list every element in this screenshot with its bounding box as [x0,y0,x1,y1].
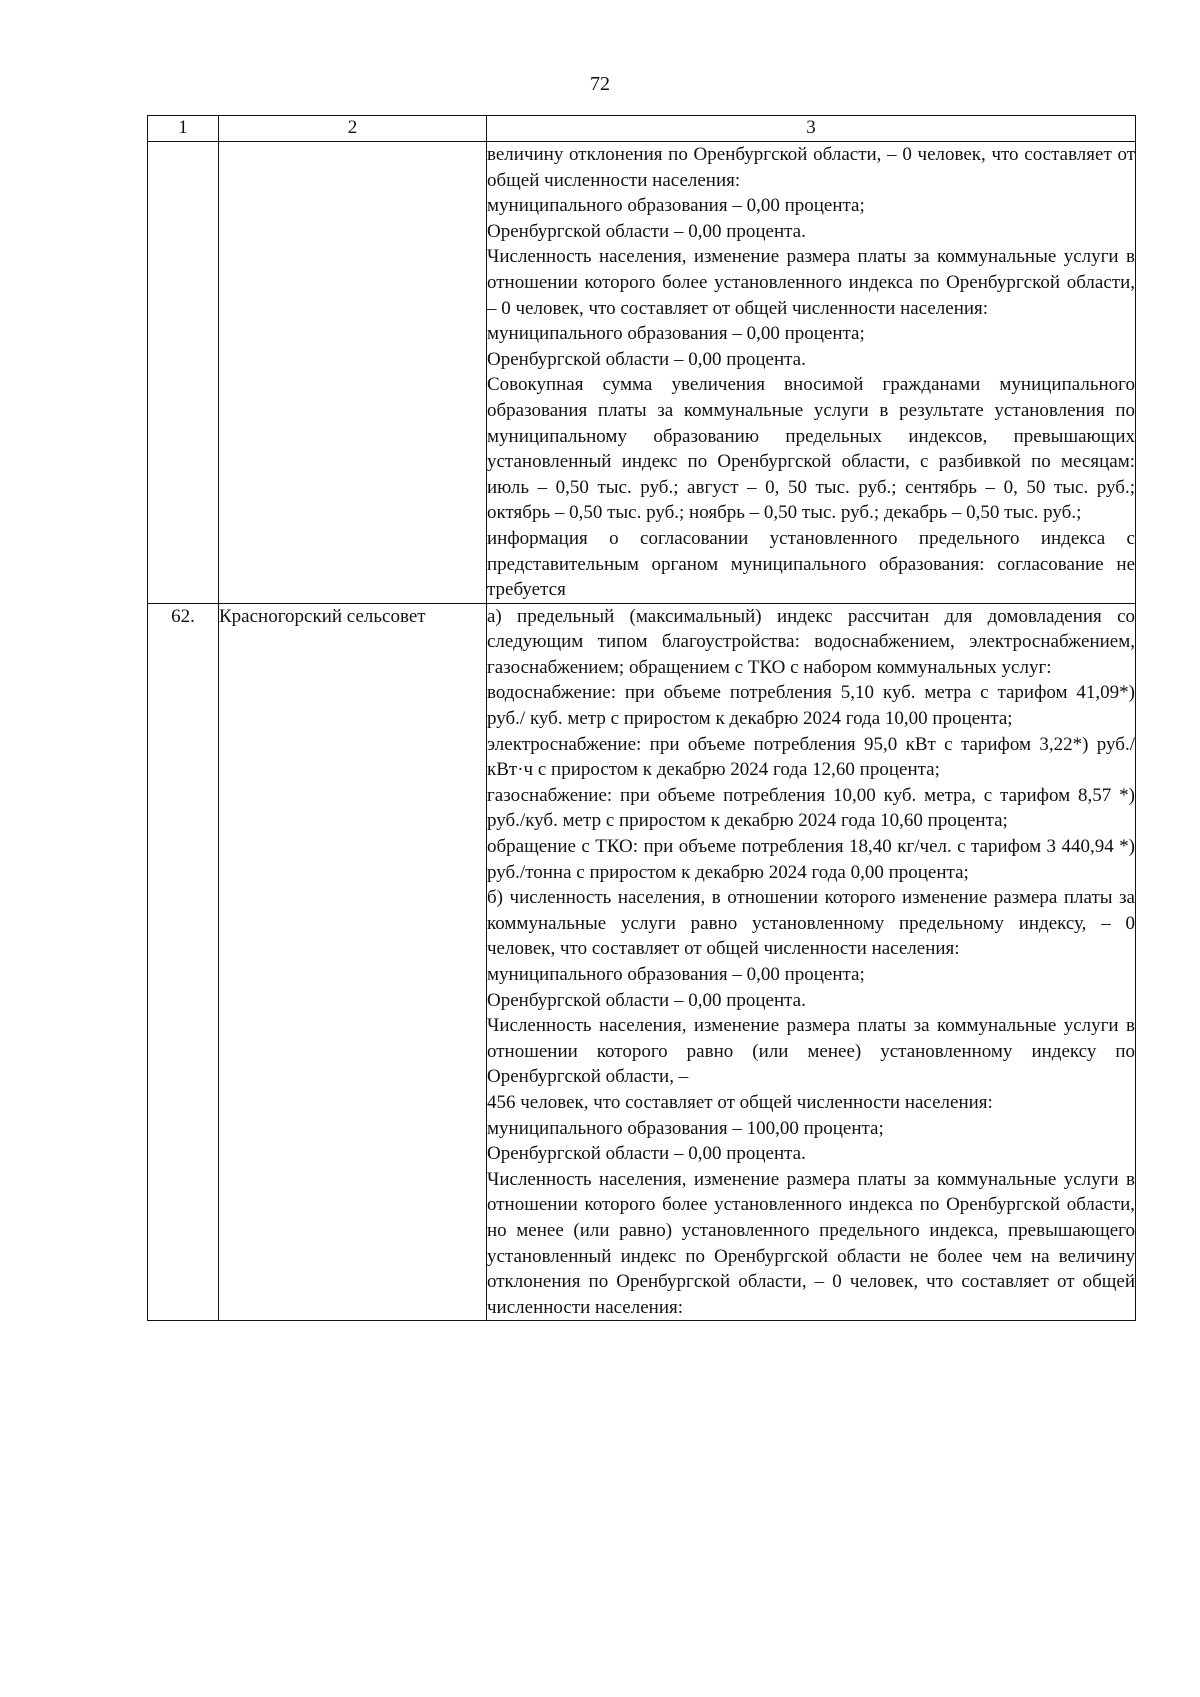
content-paragraph: муниципального образования – 100,00 процента; [487,1117,884,1139]
content-paragraph: Совокупная сумма увеличения вносимой гражданами муниципального образования платы за коммунальные услуги в результате установления по муниципальному образованию предельных индексов, превышающих установленный индекс по Оренбургской области, с разбивкой по месяцам: июль – 0,50 тыс. руб.; август – 0, 50 тыс. руб.; сентябрь – 0, 50 тыс. руб.; октябрь – 0,50 тыс. руб.; ноябрь – 0,50 тыс. руб.; декабрь – 0,50 тыс. руб.; [487,374,1135,524]
page-number: 72 [590,73,610,95]
row-number-cell [148,142,219,604]
content-paragraph: б) численность населения, в отношении которого изменение размера платы за коммунальные услуги равно установленному предельному индексу, – 0 человек, что составляет от общей численности населения: [487,887,1135,960]
content-paragraph: Оренбургской области – 0,00 процента. [487,1143,806,1165]
content-paragraph: Оренбургской области – 0,00 процента. [487,220,806,242]
content-paragraph: информация о согласовании установленного предельного индекса с представительным органом муниципального образования: согласование не требуется [487,527,1135,601]
content-paragraph: величину отклонения по Оренбургской области, – 0 человек, что составляет от общей численности населения: [487,144,1135,191]
content-paragraph: Численность населения, изменение размера платы за коммунальные услуги в отношении которого равно (или менее) установленному индексу по Оренбургской области, – [487,1015,1135,1088]
content-paragraph: муниципального образования – 0,00 процента; [487,195,865,217]
content-paragraph: обращение с ТКО: при объеме потребления 18,40 кг/чел. с тарифом 3 440,94 *) руб./тонна с приростом к декабрю 2024 года 0,00 процента; [487,836,1135,883]
data-table [147,115,1136,1321]
table-row-62 [148,603,1136,1321]
content-paragraph: 456 человек, что составляет от общей численности населения: [487,1091,993,1113]
content-paragraph: электроснабжение: при объеме потребления 95,0 кВт с тарифом 3,22*) руб./кВт·ч с приростом к декабрю 2024 года 12,60 процента; [487,733,1135,781]
table-row-continuation [148,142,1136,604]
row-number: 62. [148,603,219,1321]
municipality-name: Красногорский сельсовет [219,603,487,1321]
table-header-row [148,116,1136,142]
row-content-cell [487,603,1136,1321]
content-paragraph: Оренбургской области – 0,00 процента. [487,989,806,1011]
column-header-2: 2 [219,116,487,142]
content-paragraph: муниципального образования – 0,00 процента; [487,964,865,985]
row-content-cell [487,142,1136,604]
column-header-1: 1 [148,116,219,142]
content-paragraph: Оренбургской области – 0,00 процента. [487,348,806,370]
content-paragraph: муниципального образования – 0,00 процента; [487,323,865,345]
content-paragraph: Численность населения, изменение размера платы за коммунальные услуги в отношении которого более установленного индекса по Оренбургской области, – 0 человек, что составляет от общей численности населения: [487,246,1135,319]
content-paragraph: водоснабжение: при объеме потребления 5,10 куб. метра с тарифом 41,09*) руб./ куб. метр с приростом к декабрю 2024 года 10,00 процента; [487,682,1135,730]
column-header-3: 3 [487,116,1136,142]
row-name-cell [219,142,487,604]
content-paragraph: Численность населения, изменение размера платы за коммунальные услуги в отношении которого более установленного индекса по Оренбургской области, но менее (или равно) установленного предельного индекса, превышающего установленный индекс по Оренбургской области не более чем на величину отклонения по Оренбургской области, – 0 человек, что составляет от общей численности населения: [487,1168,1135,1318]
content-paragraph: а) предельный (максимальный) индекс рассчитан для домовладения со следующим типом благоустройства: водоснабжением, электроснабжением, газоснабжением; обращением с ТКО с набором коммунальных услуг: [487,605,1135,678]
content-paragraph: газоснабжение: при объеме потребления 10,00 куб. метра, с тарифом 8,57 *) руб./куб. метр с приростом к декабрю 2024 года 10,60 процента; [487,784,1135,832]
